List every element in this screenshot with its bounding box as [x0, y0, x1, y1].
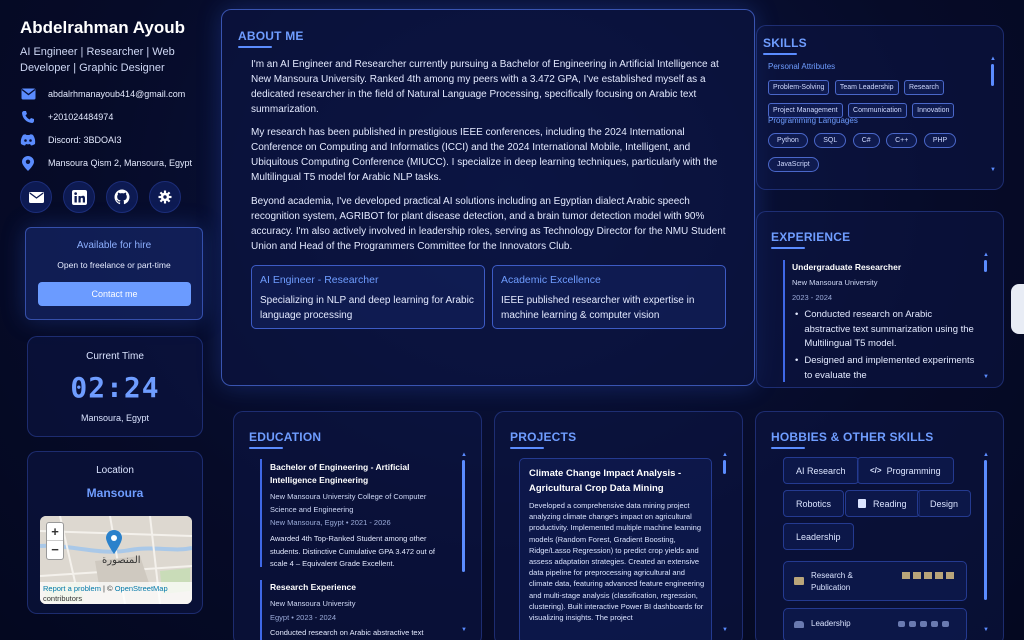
education-item-desc: Conducted research on Arabic abstractive text — [270, 628, 424, 637]
profile-name: Abdelrahman Ayoub — [20, 18, 185, 37]
about-card — [221, 9, 755, 386]
hobby-label: Reading — [873, 498, 907, 509]
education-title: EDUCATION — [249, 430, 322, 444]
zoom-out-button[interactable]: − — [51, 542, 59, 557]
experience-org: New Mansoura University — [792, 278, 878, 287]
skills-card — [756, 25, 1004, 190]
rating-person-icon — [931, 621, 938, 627]
hobbies-title: HOBBIES & OTHER SKILLS — [771, 430, 934, 444]
phone-icon — [20, 109, 36, 125]
skills-title: SKILLS — [763, 36, 807, 50]
project-card[interactable] — [519, 458, 712, 640]
education-item-title: Bachelor of Engineering - Artificial Intelligence Engineering — [270, 462, 410, 485]
hire-title: Available for hire — [76, 240, 152, 251]
projects-card — [494, 411, 743, 640]
rating-folder-icon — [902, 572, 910, 579]
location-city: Mansoura — [86, 486, 144, 500]
language-pill: C++ — [886, 133, 917, 148]
envelope-icon — [29, 192, 44, 203]
about-paragraph-3: Beyond academia, I've developed practical AI solutions including an Egyptian dialect Arabic speech recognition system, AGRIBOT for plant disease detection, and a brain tumor detection model with 90% accuracy. I'm also actively involved in leadership roles, serving as Technology Director for the NMU Student Union and Head of the Programmers Committee for the Innovators Club. — [251, 196, 726, 252]
social-github-button[interactable] — [106, 181, 138, 213]
education-item-desc: Awarded 4th Top-Ranked Student among other students. Distinctive Cumulative GPA 3.472 out of scale 4 – Equivalent Grade Excellent. — [270, 534, 435, 568]
phone-text: +201024484974 — [48, 112, 114, 122]
programming-languages-list — [768, 129, 973, 177]
location-map[interactable] — [40, 516, 192, 604]
hobby-row-label: Research & Publication — [811, 571, 853, 592]
programming-languages-label: Programming Languages — [768, 116, 858, 125]
skill-tag: Innovation — [912, 103, 954, 118]
about-box-role-text: Specializing in NLP and deep learning for Arabic language processing — [260, 295, 474, 321]
education-scrollbar[interactable] — [462, 460, 465, 572]
about-box-academic-title: Academic Excellence — [501, 274, 601, 286]
map-attribution — [40, 582, 192, 604]
map-pin-icon — [20, 155, 36, 171]
email-text: abdalrhmanayoub414@gmail.com — [48, 89, 186, 99]
folder-icon — [794, 577, 804, 585]
social-email-button[interactable] — [20, 181, 52, 213]
social-settings-button[interactable] — [149, 181, 181, 213]
scroll-down-icon[interactable]: ▼ — [461, 627, 467, 633]
rating-icons — [902, 572, 962, 579]
hobby-reading[interactable] — [845, 490, 920, 517]
attribution-tail: contributors — [43, 594, 83, 603]
hobby-row-leadership[interactable] — [783, 608, 967, 640]
rating-folder-icon — [913, 572, 921, 579]
gear-icon — [158, 190, 172, 204]
scroll-up-icon[interactable]: ▲ — [461, 452, 467, 458]
project-description: Developed a comprehensive data mining project analyzing climate change's impact on agricultural productivity. Implemented multiple machine learning models (Random Forest, Gradient Boosting, Ridge/Lasso Regression) to predict crop yields and assess adaptation strategies. Created an extensive data pipeline for preprocessing agricultural and climate data, featuring advanced feature engineering and multi-stage analysis (classification, regression, clustering). Built interactive Power BI dashboards for visualizing insights. The project — [529, 501, 705, 623]
scroll-down-icon[interactable]: ▼ — [983, 627, 989, 633]
scroll-up-icon[interactable]: ▲ — [983, 452, 989, 458]
language-pill: Python — [768, 133, 808, 148]
experience-bullet: • Designed and implemented experiments to evaluate the — [795, 355, 975, 381]
hire-card — [25, 227, 203, 320]
zoom-in-button[interactable]: + — [47, 523, 63, 541]
experience-dates: 2023 - 2024 — [792, 293, 833, 302]
language-pill: JavaScript — [768, 157, 819, 172]
scroll-down-icon[interactable]: ▼ — [983, 374, 989, 380]
discord-icon — [20, 132, 36, 148]
rating-person-icon — [920, 621, 927, 627]
map-marker-icon[interactable] — [106, 530, 122, 554]
rating-folder-icon — [946, 572, 954, 579]
hobbies-scrollbar[interactable] — [984, 460, 987, 600]
location-card — [27, 451, 203, 614]
discord-text: Discord: 3BDOAI3 — [48, 135, 122, 145]
rating-folder-icon — [935, 572, 943, 579]
about-box-role-title: AI Engineer - Researcher — [260, 274, 379, 286]
scroll-down-icon[interactable]: ▼ — [990, 167, 996, 173]
people-icon — [794, 621, 804, 628]
rating-folder-icon — [924, 572, 932, 579]
hobby-label: Robotics — [796, 498, 832, 509]
education-item-title: Research Experience — [270, 582, 356, 592]
language-pill: C# — [853, 133, 880, 148]
contact-phone[interactable] — [20, 107, 210, 127]
about-paragraph-1: I'm an AI Engineer and Researcher currently pursuing a Bachelor of Engineering in Artificial Intelligence at New Mansoura University. Ranked 4th among my peers with a 3.472 GPA, I've established myself as a dedicated researcher in the field of Natural Language Processing, specifically focusing on Arabic text summarization. — [251, 59, 719, 115]
education-item-meta: Egypt • 2023 - 2024 — [270, 613, 337, 622]
about-box-academic — [492, 265, 726, 329]
osm-link[interactable]: OpenStreetMap — [114, 584, 168, 593]
social-linkedin-button[interactable] — [63, 181, 95, 213]
skill-tag: Research — [904, 80, 944, 95]
github-icon — [114, 189, 130, 205]
clock-place: Mansoura, Egypt — [80, 413, 150, 423]
rating-person-icon — [898, 621, 905, 627]
contact-location — [20, 153, 210, 173]
report-problem-link[interactable]: Report a problem — [43, 584, 101, 593]
hobby-row-label: Leadership — [811, 619, 851, 628]
mail-icon — [20, 86, 36, 102]
skill-tag: Problem-Solving — [768, 80, 829, 95]
about-title: ABOUT ME — [238, 29, 304, 43]
clock-card — [27, 336, 203, 437]
side-drawer-handle[interactable] — [1011, 284, 1024, 334]
experience-title: EXPERIENCE — [771, 230, 851, 244]
hobby-label: Design — [930, 498, 959, 509]
map-zoom-control — [46, 522, 64, 560]
scroll-up-icon[interactable]: ▲ — [722, 452, 728, 458]
contact-me-button[interactable]: Contact me — [38, 282, 191, 306]
education-item-meta: New Mansoura, Egypt • 2021 - 2026 — [270, 518, 391, 527]
experience-timeline — [783, 260, 785, 382]
skill-tag: Project Management — [768, 103, 843, 118]
hobby-design[interactable] — [917, 490, 971, 517]
about-paragraph-2: My research has been published in prestigious IEEE conferences, including the 2024 International Conference on Computing and Informatics (ICCI) and the 2024 International Mobile, Intelligent, and Ubiquitous Computing Conference (MIUCC). I specialize in deep learning techniques, particularly with the Multilingual T5 model for Arabic NLP tasks. — [251, 127, 718, 183]
linkedin-icon — [72, 190, 87, 205]
hobby-label: Leadership — [796, 531, 841, 542]
education-timeline — [260, 580, 262, 640]
projects-title: PROJECTS — [510, 430, 577, 444]
experience-bullet: • Conducted research on Arabic abstractive text summarization using the Multilingual T5 model. — [795, 308, 975, 352]
hobby-leadership[interactable] — [783, 523, 854, 550]
education-timeline — [260, 459, 262, 567]
hire-subtitle: Open to freelance or part-time — [57, 260, 171, 270]
personal-attributes-label: Personal Attributes — [768, 62, 836, 71]
education-item-org: New Mansoura University College of Computer Science and Engineering — [270, 492, 427, 514]
language-pill: SQL — [814, 133, 846, 148]
experience-card — [756, 211, 1004, 388]
hobby-ai-research[interactable] — [783, 457, 859, 484]
rating-person-icon — [942, 621, 949, 627]
skill-tag: Communication — [848, 103, 907, 118]
rating-icons — [898, 621, 949, 627]
skill-tag: Team Leadership — [835, 80, 899, 95]
experience-scrollbar[interactable] — [984, 260, 987, 272]
language-pill: PHP — [924, 133, 956, 148]
code-icon: </> — [870, 466, 882, 475]
location-label: Location — [96, 465, 134, 476]
education-card — [233, 411, 482, 640]
hobbies-card — [755, 411, 1004, 640]
rating-person-icon — [909, 621, 916, 627]
scroll-up-icon[interactable]: ▲ — [990, 56, 996, 62]
about-box-role — [251, 265, 485, 329]
education-item-org: New Mansoura University — [270, 599, 356, 608]
hobby-programming[interactable] — [857, 457, 954, 484]
project-title: Climate Change Impact Analysis - Agricultural Crop Data Mining — [529, 468, 682, 494]
clock-time: 02:24 — [70, 371, 160, 404]
hobby-row-research[interactable] — [783, 561, 967, 601]
hobby-label: Programming — [886, 465, 941, 476]
hobby-label: AI Research — [796, 465, 846, 476]
skills-scrollbar[interactable] — [991, 64, 994, 86]
clock-label: Current Time — [86, 351, 144, 362]
location-text: Mansoura Qism 2, Mansoura, Egypt — [48, 158, 193, 168]
experience-bullet-text: Designed and implemented experiments to evaluate the — [804, 355, 975, 381]
hobby-robotics[interactable] — [783, 490, 844, 517]
scroll-up-icon[interactable]: ▲ — [983, 252, 989, 258]
contact-discord[interactable] — [20, 130, 210, 150]
experience-role: Undergraduate Researcher — [792, 262, 902, 272]
scroll-down-icon[interactable]: ▼ — [722, 627, 728, 633]
book-icon — [858, 499, 866, 508]
contact-email[interactable] — [20, 84, 210, 104]
map-city-label: المنصورة — [102, 555, 141, 566]
profile-roles: AI Engineer | Researcher | Web Developer | Graphic Designer — [20, 46, 175, 74]
projects-scrollbar[interactable] — [723, 460, 726, 474]
about-box-academic-text: IEEE published researcher with expertise in machine learning & computer vision — [501, 295, 695, 321]
attribution-sep: | © — [100, 584, 115, 593]
experience-bullet-text: Conducted research on Arabic abstractive text summarization using the Multilingual T5 model. — [804, 309, 974, 349]
